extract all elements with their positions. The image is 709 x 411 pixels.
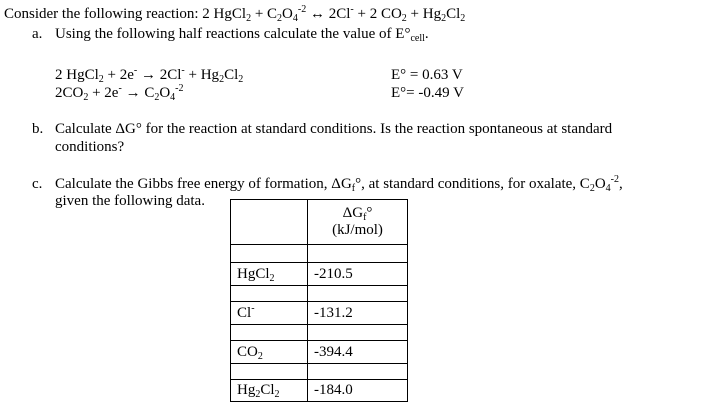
table-cell-value: -394.4 bbox=[308, 341, 408, 364]
table-cell-compound: HgCl$_2$ bbox=[231, 263, 308, 286]
table-row bbox=[231, 380, 408, 402]
part-a-marker: a. bbox=[32, 26, 43, 42]
table-header-empty bbox=[231, 200, 308, 245]
part-c-question-line2: given the following data. bbox=[55, 193, 205, 209]
gibbs-energy-table bbox=[230, 199, 408, 402]
table-cell-compound: $CO_2$ bbox=[231, 341, 308, 364]
reaction-line bbox=[4, 6, 465, 23]
intro-text: Consider the following reaction: bbox=[4, 6, 199, 22]
part-b-question-line2: conditions? bbox=[55, 139, 125, 155]
table-cell-compound: Cl- bbox=[231, 302, 308, 325]
part-c-marker: c. bbox=[32, 176, 43, 192]
part-b-question-line1: Calculate ΔG° for the reaction at standard conditions. Is the reaction spontaneous at standard bbox=[55, 121, 613, 137]
table-header-dgf: $\Delta G_f^\circ$ (kJ/mol) bbox=[308, 200, 408, 245]
part-a-question: Using the following half reactions calculate the value of $E^\circ_{cell}$. bbox=[55, 26, 429, 44]
table-cell-value: -131.2 bbox=[308, 302, 408, 325]
half-reaction-1: 2 HgCl$_2$ + $2e^- \to 2Cl^- + Hg_2Cl_2$ bbox=[55, 65, 244, 85]
table-header-row bbox=[231, 200, 408, 245]
half-reaction-2-potential: E°= -0.49 V bbox=[391, 85, 464, 101]
table-cell-value: -210.5 bbox=[308, 263, 408, 286]
table-header-unit: (kJ/mol) bbox=[332, 222, 383, 238]
table-cell-value: -184.0 bbox=[308, 380, 408, 402]
table-cell-compound: $Hg_2Cl_2$ bbox=[231, 380, 308, 402]
table-row bbox=[231, 302, 408, 325]
part-b-marker: b. bbox=[32, 121, 44, 137]
half-reaction-1-potential: E° = 0.63 V bbox=[391, 67, 463, 83]
overall-reaction: 2 HgCl$_2$ + $C_2O_4^{-2}$ ↔ 2Cl- + 2 $CO_2 + Hg_2Cl_2$ bbox=[202, 4, 466, 24]
part-c-question-line1: Calculate the Gibbs free energy of formation, $\Delta G_f^\circ$, at standard conditions, for oxalate, $C_2O_4^{-2}$, bbox=[55, 174, 623, 194]
half-reaction-2: $2CO_2 + 2e^- \to C_2O_4^{-2}$ bbox=[55, 83, 184, 103]
table-row bbox=[231, 263, 408, 286]
table-row bbox=[231, 341, 408, 364]
